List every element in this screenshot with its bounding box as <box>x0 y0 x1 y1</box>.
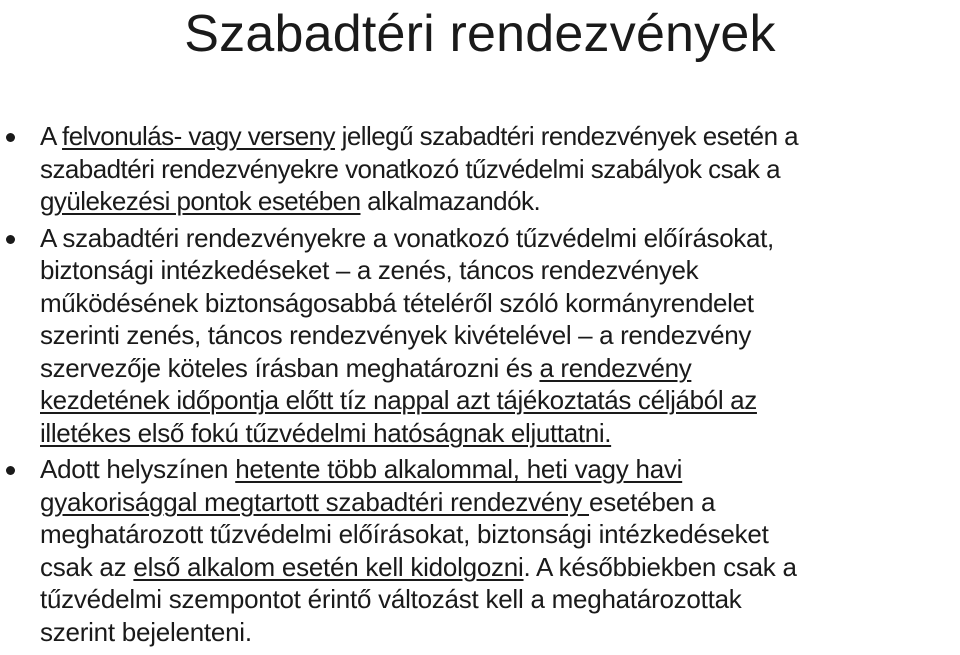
bullet-list <box>0 120 960 652</box>
bullet-line <box>40 153 952 186</box>
bullet-line <box>40 287 952 320</box>
bullet-line <box>40 453 952 486</box>
bullet-text: szervezője köteles írásban meghatározni és <box>40 352 540 383</box>
bullet-text: Adott helyszínen <box>40 454 236 484</box>
bullet-text: A <box>40 121 63 151</box>
underlined-text: kezdetének időpontja előtt tíz nappal azt tájékoztatás céljából az <box>40 385 757 415</box>
underlined-text: a rendezvény <box>539 352 692 383</box>
underlined-text: felvonulás- vagy verseny <box>62 121 335 151</box>
bullet-text: tűzvédelmi szempontot érintő változást kell a meghatározottak <box>40 584 742 614</box>
bullet-text: csak az <box>40 551 134 582</box>
bullet-item <box>0 453 960 648</box>
underlined-text: illetékes első fokú tűzvédelmi hatóságnak eljuttatni. <box>40 417 612 448</box>
slide-title: Szabadtéri rendezvények <box>184 5 776 63</box>
bullet-line <box>40 319 952 352</box>
underlined-text: gyülekezési pontok esetében <box>40 186 361 216</box>
bullet-line <box>40 185 952 218</box>
bullet-line <box>40 352 952 385</box>
bullet-item <box>0 120 960 218</box>
bullet-text: meghatározott tűzvédelmi előírásokat, biztonsági intézkedéseket <box>40 519 769 549</box>
underlined-text: gyakorisággal megtartott szabadtéri rendezvény <box>40 486 590 517</box>
bullet-line <box>40 583 952 616</box>
bullet-text: szabadtéri rendezvényekre vonatkozó tűzvédelmi szabályok csak a <box>40 153 780 184</box>
bullet-line <box>40 486 952 519</box>
bullet-text: biztonsági intézkedéseket – a zenés, táncos rendezvények <box>40 255 699 285</box>
bullet-line <box>40 616 952 649</box>
bullet-line <box>40 384 952 417</box>
bullet-line <box>40 518 952 551</box>
bullet-text: jellegű szabadtéri rendezvények esetén a <box>334 121 799 151</box>
bullet-line <box>40 120 952 153</box>
underlined-text: első alkalom esetén kell kidolgozni <box>133 551 524 582</box>
bullet-text: működésének biztonságosabbá tételéről szóló kormányrendelet <box>40 287 754 318</box>
bullet-line <box>40 417 952 450</box>
bullet-line <box>40 551 952 584</box>
bullet-text: . A későbbiekben csak a <box>523 551 797 582</box>
bullet-item <box>0 222 960 450</box>
bullet-line <box>40 254 952 287</box>
bullet-line <box>40 222 952 255</box>
bullet-text: esetében a <box>589 486 716 517</box>
bullet-text: szerinti zenés, táncos rendezvények kivételével – a rendezvény <box>40 320 752 350</box>
bullet-text: alkalmazandók. <box>360 186 541 216</box>
underlined-text: hetente több alkalommal, heti vagy havi <box>235 454 683 484</box>
bullet-text: szerint bejelenteni. <box>40 616 252 647</box>
bullet-text: A szabadtéri rendezvényekre a vonatkozó tűzvédelmi előírásokat, <box>40 222 774 253</box>
